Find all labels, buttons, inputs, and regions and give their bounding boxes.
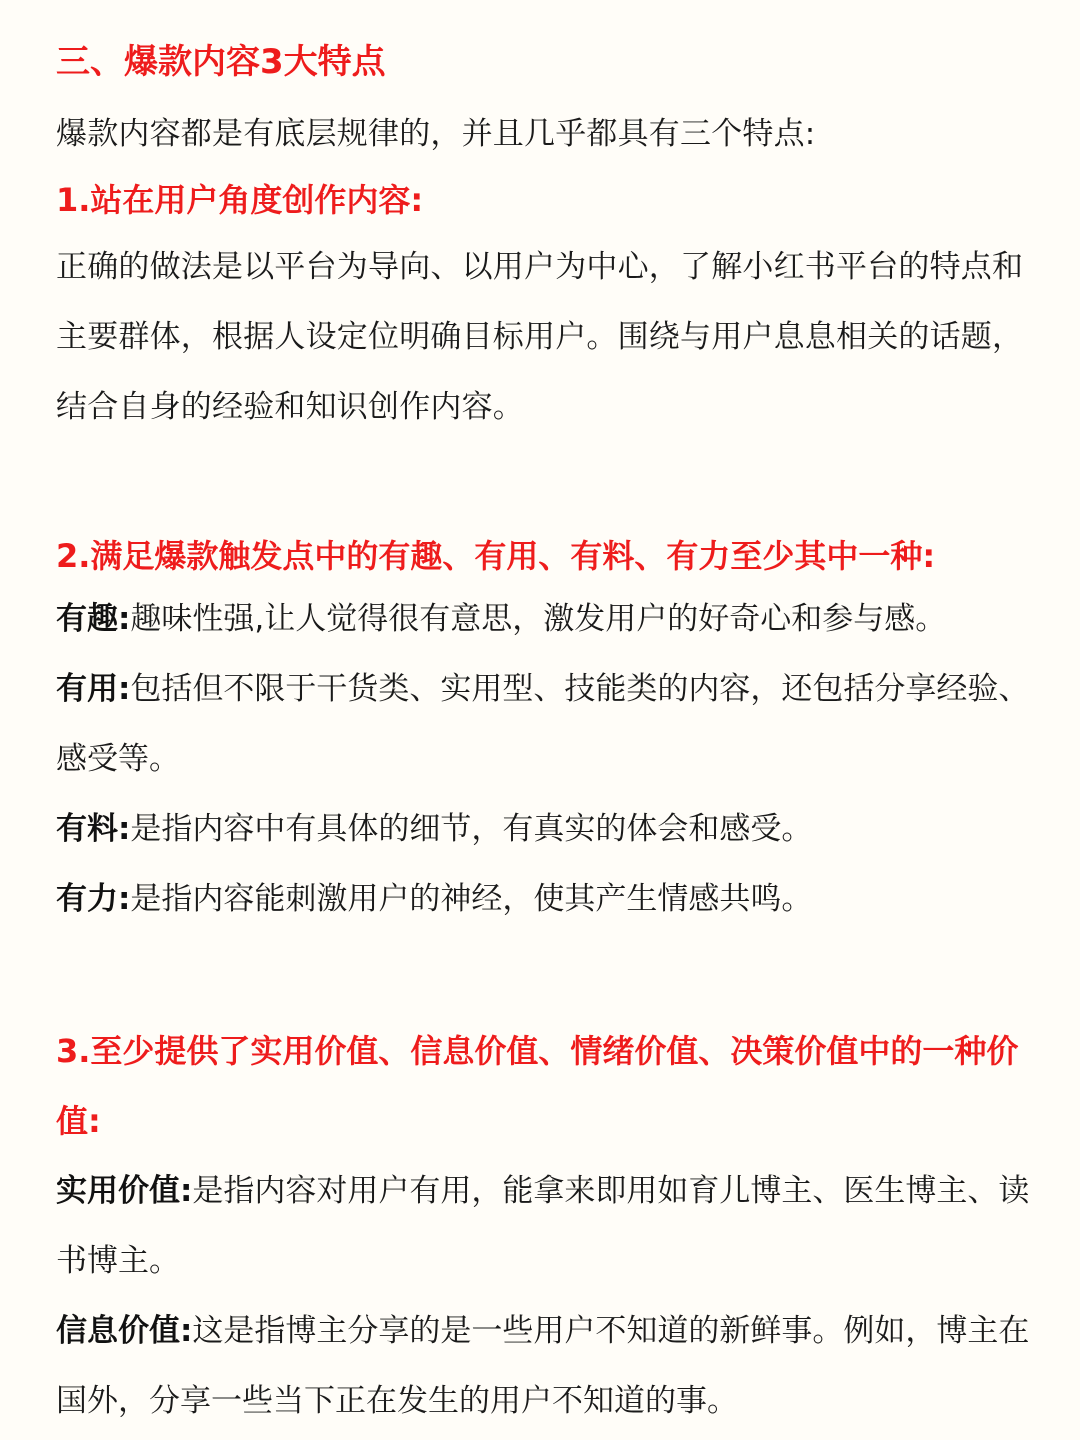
section-2-item	[56, 654, 1032, 794]
section-2-item	[56, 794, 1032, 864]
section-1-heading: 1.站在用户角度创作内容:	[56, 181, 424, 219]
section-2	[56, 528, 1032, 934]
item-text: 是指内容对用户有用，能拿来即用如育儿博主、医生博主、读书博主。	[56, 1173, 1030, 1279]
item-text: 趣味性强,让人觉得很有意思，激发用户的好奇心和参与感。	[130, 601, 947, 637]
item-term: 信息价值:	[56, 1313, 193, 1349]
section-3-heading: 3.至少提供了实用价值、信息价值、情绪价值、决策价值中的一种价值:	[56, 1032, 1019, 1140]
section-2-item	[56, 584, 1032, 654]
section-2-heading: 2.满足爆款触发点中的有趣、有用、有料、有力至少其中一种:	[56, 537, 936, 575]
item-text: 是指内容能刺激用户的神经，使其产生情感共鸣。	[130, 881, 813, 917]
item-term: 有力:	[56, 881, 131, 917]
item-term: 实用价值:	[56, 1173, 193, 1209]
section-spacer	[56, 934, 1032, 1016]
section-3-item	[56, 1156, 1032, 1296]
item-term: 有料:	[56, 811, 131, 847]
page-title: 三、爆款内容3大特点	[56, 42, 386, 82]
item-text: 包括但不限于干货类、实用型、技能类的内容，还包括分享经验、感受等。	[56, 671, 1030, 777]
item-text: 这是指博主分享的是一些用户不知道的新鲜事。例如，博主在国外，分享一些当下正在发生的用户不知道的事。	[56, 1313, 1030, 1419]
item-term: 有用:	[56, 671, 131, 707]
section-spacer	[56, 442, 1032, 528]
section-1-body: 正确的做法是以平台为导向、以用户为中心，了解小红书平台的特点和主要群体，根据人设定位明确目标用户。围绕与用户息息相关的话题，结合自身的经验和知识创作内容。	[56, 249, 1024, 425]
section-1	[56, 172, 1032, 442]
intro-text: 爆款内容都是有底层规律的，并且几乎都具有三个特点:	[56, 116, 816, 152]
section-3	[56, 1016, 1032, 1436]
item-term: 有趣:	[56, 601, 131, 637]
section-2-item	[56, 864, 1032, 934]
item-text: 是指内容中有具体的细节，有真实的体会和感受。	[130, 811, 813, 847]
section-3-item	[56, 1296, 1032, 1436]
